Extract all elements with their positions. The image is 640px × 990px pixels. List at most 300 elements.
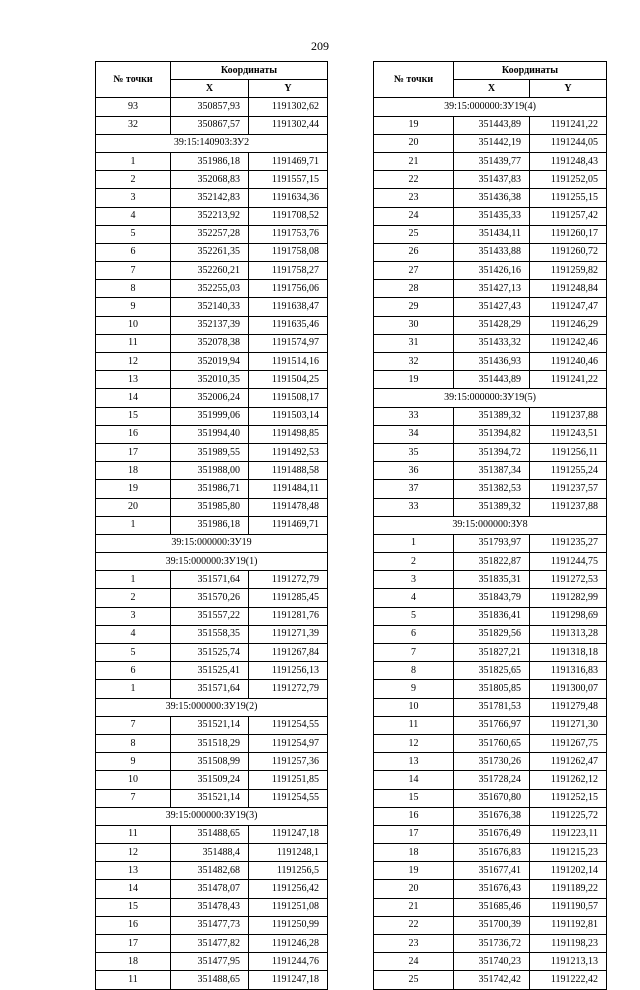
- table-row: [374, 698, 607, 716]
- table-row: [96, 425, 328, 443]
- point-number-cell: 31: [374, 334, 454, 352]
- right-table-body: [374, 98, 607, 989]
- table-row: [96, 898, 328, 916]
- point-number-cell: 24: [374, 207, 454, 225]
- point-number-cell: 26: [374, 243, 454, 261]
- x-coordinate-cell: 351986,71: [171, 480, 249, 498]
- table-row: [374, 280, 607, 298]
- x-coordinate-cell: 351478,43: [171, 898, 249, 916]
- section-title: 39:15:000000:ЗУ19(2): [96, 698, 328, 716]
- y-coordinate-cell: 1191313,28: [530, 625, 607, 643]
- table-row: [374, 971, 607, 989]
- x-coordinate-cell: 351488,4: [171, 844, 249, 862]
- x-coordinate-cell: 351488,65: [171, 971, 249, 989]
- table-row: [96, 280, 328, 298]
- x-coordinate-cell: 351829,56: [454, 625, 530, 643]
- y-coordinate-cell: 1191498,85: [249, 425, 328, 443]
- point-number-cell: 3: [96, 189, 171, 207]
- point-number-cell: 18: [96, 953, 171, 971]
- x-coordinate-cell: 351676,43: [454, 880, 530, 898]
- table-row: [96, 880, 328, 898]
- x-coordinate-cell: 351435,33: [454, 207, 530, 225]
- table-row: [96, 953, 328, 971]
- y-coordinate-cell: 1191248,84: [530, 280, 607, 298]
- y-coordinate-cell: 1191256,42: [249, 880, 328, 898]
- x-coordinate-cell: 351508,99: [171, 753, 249, 771]
- table-row: [96, 462, 328, 480]
- y-coordinate-cell: 1191255,15: [530, 189, 607, 207]
- point-number-cell: 2: [96, 171, 171, 189]
- x-coordinate-cell: 351989,55: [171, 443, 249, 461]
- table-row: [96, 334, 328, 352]
- x-coordinate-cell: 351436,38: [454, 189, 530, 207]
- point-number-cell: 34: [374, 425, 454, 443]
- section-row: [374, 389, 607, 407]
- table-row: [96, 516, 328, 534]
- section-row: [96, 134, 328, 152]
- x-coordinate-cell: 351477,73: [171, 916, 249, 934]
- point-number-cell: 23: [374, 189, 454, 207]
- point-number-cell: 20: [374, 880, 454, 898]
- section-title: 39:15:000000:ЗУ19(4): [374, 98, 607, 116]
- point-number-cell: 12: [96, 844, 171, 862]
- y-coordinate-cell: 1191753,76: [249, 225, 328, 243]
- point-number-cell: 18: [374, 844, 454, 862]
- point-number-cell: 13: [96, 862, 171, 880]
- point-number-cell: 12: [96, 353, 171, 371]
- y-coordinate-cell: 1191252,15: [530, 789, 607, 807]
- table-row: [374, 225, 607, 243]
- y-coordinate-cell: 1191237,88: [530, 498, 607, 516]
- x-coordinate-cell: 351521,14: [171, 789, 249, 807]
- table-row: [374, 425, 607, 443]
- y-coordinate-cell: 1191504,25: [249, 371, 328, 389]
- table-row: [374, 243, 607, 261]
- table-row: [374, 334, 607, 352]
- table-row: [96, 316, 328, 334]
- y-coordinate-cell: 1191244,05: [530, 134, 607, 152]
- point-number-cell: 9: [96, 753, 171, 771]
- x-coordinate-cell: 351433,32: [454, 334, 530, 352]
- point-number-cell: 11: [374, 716, 454, 734]
- y-coordinate-cell: 1191235,27: [530, 534, 607, 552]
- x-coordinate-cell: 351427,43: [454, 298, 530, 316]
- y-coordinate-cell: 1191634,36: [249, 189, 328, 207]
- table-row: [96, 607, 328, 625]
- point-number-cell: 14: [96, 389, 171, 407]
- x-coordinate-cell: 351389,32: [454, 407, 530, 425]
- x-coordinate-cell: 352068,83: [171, 171, 249, 189]
- point-number-cell: 32: [374, 353, 454, 371]
- point-number-cell: 2: [96, 589, 171, 607]
- x-coordinate-cell: 351394,82: [454, 425, 530, 443]
- y-coordinate-cell: 1191260,17: [530, 225, 607, 243]
- point-number-cell: 16: [96, 916, 171, 934]
- point-number-cell: 10: [96, 316, 171, 334]
- x-coordinate-cell: 351994,40: [171, 425, 249, 443]
- table-row: [374, 771, 607, 789]
- point-number-cell: 15: [96, 407, 171, 425]
- x-header: X: [454, 80, 530, 98]
- table-row: [374, 480, 607, 498]
- x-coordinate-cell: 351827,21: [454, 644, 530, 662]
- y-coordinate-cell: 1191302,62: [249, 98, 328, 116]
- point-number-cell: 15: [374, 789, 454, 807]
- y-coordinate-cell: 1191492,53: [249, 443, 328, 461]
- point-number-cell: 22: [374, 171, 454, 189]
- x-coordinate-cell: 351433,88: [454, 243, 530, 261]
- coordinates-table-left: [95, 61, 328, 990]
- table-row: [374, 844, 607, 862]
- point-number-cell: 7: [96, 789, 171, 807]
- x-coordinate-cell: 351443,89: [454, 371, 530, 389]
- table-row: [96, 771, 328, 789]
- table-row: [96, 498, 328, 516]
- point-number-cell: 8: [96, 280, 171, 298]
- table-row: [96, 189, 328, 207]
- y-coordinate-cell: 1191240,46: [530, 353, 607, 371]
- x-coordinate-cell: 352142,83: [171, 189, 249, 207]
- y-coordinate-cell: 1191316,83: [530, 662, 607, 680]
- y-coordinate-cell: 1191254,55: [249, 716, 328, 734]
- x-coordinate-cell: 351509,24: [171, 771, 249, 789]
- y-coordinate-cell: 1191189,22: [530, 880, 607, 898]
- point-number-cell: 17: [96, 443, 171, 461]
- point-number-cell: 32: [96, 116, 171, 134]
- table-row: [374, 753, 607, 771]
- point-number-cell: 35: [374, 443, 454, 461]
- y-coordinate-cell: 1191514,16: [249, 353, 328, 371]
- x-coordinate-cell: 351437,83: [454, 171, 530, 189]
- point-number-cell: 1: [96, 680, 171, 698]
- point-number-cell: 7: [96, 716, 171, 734]
- y-coordinate-cell: 1191247,18: [249, 825, 328, 843]
- point-number-cell: 9: [96, 298, 171, 316]
- y-coordinate-cell: 1191246,29: [530, 316, 607, 334]
- x-coordinate-cell: 351439,77: [454, 152, 530, 170]
- x-coordinate-cell: 351742,42: [454, 971, 530, 989]
- y-coordinate-cell: 1191298,69: [530, 607, 607, 625]
- point-number-cell: 8: [374, 662, 454, 680]
- section-row: [96, 698, 328, 716]
- x-coordinate-cell: 351781,53: [454, 698, 530, 716]
- y-header: Y: [530, 80, 607, 98]
- y-coordinate-cell: 1191257,36: [249, 753, 328, 771]
- point-number-cell: 7: [96, 262, 171, 280]
- section-row: [374, 98, 607, 116]
- point-number-cell: 21: [374, 898, 454, 916]
- table-row: [374, 898, 607, 916]
- x-coordinate-cell: 351685,46: [454, 898, 530, 916]
- y-coordinate-cell: 1191279,48: [530, 698, 607, 716]
- point-number-cell: 27: [374, 262, 454, 280]
- table-row: [374, 298, 607, 316]
- section-title: 39:15:000000:ЗУ19(3): [96, 807, 328, 825]
- y-coordinate-cell: 1191223,11: [530, 825, 607, 843]
- y-coordinate-cell: 1191246,28: [249, 935, 328, 953]
- x-coordinate-cell: 351436,93: [454, 353, 530, 371]
- table-row: [374, 644, 607, 662]
- x-coordinate-cell: 351740,23: [454, 953, 530, 971]
- x-coordinate-cell: 351482,68: [171, 862, 249, 880]
- x-coordinate-cell: 351389,32: [454, 498, 530, 516]
- table-row: [374, 316, 607, 334]
- point-number-cell: 17: [96, 935, 171, 953]
- point-number-cell: 21: [374, 152, 454, 170]
- point-number-cell: 13: [374, 753, 454, 771]
- point-number-cell: 17: [374, 825, 454, 843]
- y-coordinate-cell: 1191638,47: [249, 298, 328, 316]
- x-coordinate-cell: 351985,80: [171, 498, 249, 516]
- x-coordinate-cell: 351988,00: [171, 462, 249, 480]
- table-row: [96, 262, 328, 280]
- x-coordinate-cell: 351571,64: [171, 571, 249, 589]
- table-row: [96, 207, 328, 225]
- y-coordinate-cell: 1191758,27: [249, 262, 328, 280]
- y-coordinate-cell: 1191242,46: [530, 334, 607, 352]
- table-row: [374, 534, 607, 552]
- x-coordinate-cell: 351999,06: [171, 407, 249, 425]
- y-coordinate-cell: 1191267,84: [249, 644, 328, 662]
- x-header: X: [171, 80, 249, 98]
- point-number-cell: 33: [374, 498, 454, 516]
- y-coordinate-cell: 1191469,71: [249, 152, 328, 170]
- table-row: [374, 589, 607, 607]
- table-row: [96, 152, 328, 170]
- point-number-header: № точки: [374, 62, 454, 98]
- point-number-cell: 14: [374, 771, 454, 789]
- y-coordinate-cell: 1191252,05: [530, 171, 607, 189]
- x-coordinate-cell: 351477,95: [171, 953, 249, 971]
- y-coordinate-cell: 1191254,55: [249, 789, 328, 807]
- y-coordinate-cell: 1191213,13: [530, 953, 607, 971]
- y-coordinate-cell: 1191256,13: [249, 662, 328, 680]
- point-number-cell: 20: [374, 134, 454, 152]
- point-number-cell: 14: [96, 880, 171, 898]
- section-row: [96, 553, 328, 571]
- table-row: [374, 152, 607, 170]
- y-coordinate-cell: 1191243,51: [530, 425, 607, 443]
- x-coordinate-cell: 351728,24: [454, 771, 530, 789]
- y-coordinate-cell: 1191244,76: [249, 953, 328, 971]
- y-coordinate-cell: 1191255,24: [530, 462, 607, 480]
- y-coordinate-cell: 1191257,42: [530, 207, 607, 225]
- y-coordinate-cell: 1191488,58: [249, 462, 328, 480]
- y-coordinate-cell: 1191250,99: [249, 916, 328, 934]
- point-number-cell: 8: [96, 734, 171, 752]
- table-row: [96, 98, 328, 116]
- section-row: [96, 807, 328, 825]
- y-coordinate-cell: 1191557,15: [249, 171, 328, 189]
- y-coordinate-cell: 1191259,82: [530, 262, 607, 280]
- x-coordinate-cell: 351488,65: [171, 825, 249, 843]
- coordinates-header: Координаты: [454, 62, 607, 80]
- x-coordinate-cell: 351427,13: [454, 280, 530, 298]
- point-number-cell: 33: [374, 407, 454, 425]
- x-coordinate-cell: 351382,53: [454, 480, 530, 498]
- y-coordinate-cell: 1191190,57: [530, 898, 607, 916]
- table-row: [374, 916, 607, 934]
- y-coordinate-cell: 1191271,39: [249, 625, 328, 643]
- table-row: [96, 480, 328, 498]
- point-number-cell: 4: [374, 589, 454, 607]
- table-row: [374, 625, 607, 643]
- table-row: [96, 298, 328, 316]
- y-coordinate-cell: 1191267,75: [530, 734, 607, 752]
- x-coordinate-cell: 351670,80: [454, 789, 530, 807]
- point-number-cell: 20: [96, 498, 171, 516]
- y-coordinate-cell: 1191215,23: [530, 844, 607, 862]
- table-row: [96, 753, 328, 771]
- point-number-cell: 5: [374, 607, 454, 625]
- y-coordinate-cell: 1191256,11: [530, 443, 607, 461]
- section-title: 39:15:000000:ЗУ19(5): [374, 389, 607, 407]
- y-coordinate-cell: 1191256,5: [249, 862, 328, 880]
- point-number-cell: 11: [96, 825, 171, 843]
- point-number-cell: 2: [374, 553, 454, 571]
- x-coordinate-cell: 351822,87: [454, 553, 530, 571]
- y-coordinate-cell: 1191302,44: [249, 116, 328, 134]
- table-row: [374, 880, 607, 898]
- point-number-cell: 5: [96, 225, 171, 243]
- y-coordinate-cell: 1191241,22: [530, 116, 607, 134]
- x-coordinate-cell: 351558,35: [171, 625, 249, 643]
- point-number-cell: 15: [96, 898, 171, 916]
- table-row: [96, 916, 328, 934]
- table-row: [96, 625, 328, 643]
- y-coordinate-cell: 1191282,99: [530, 589, 607, 607]
- point-number-cell: 24: [374, 953, 454, 971]
- table-row: [374, 462, 607, 480]
- y-coordinate-cell: 1191237,88: [530, 407, 607, 425]
- table-row: [374, 571, 607, 589]
- table-row: [96, 589, 328, 607]
- y-coordinate-cell: 1191635,46: [249, 316, 328, 334]
- x-coordinate-cell: 351570,26: [171, 589, 249, 607]
- x-coordinate-cell: 351428,29: [454, 316, 530, 334]
- table-row: [374, 116, 607, 134]
- x-coordinate-cell: 351426,16: [454, 262, 530, 280]
- x-coordinate-cell: 351571,64: [171, 680, 249, 698]
- point-number-cell: 3: [96, 607, 171, 625]
- x-coordinate-cell: 352137,39: [171, 316, 249, 334]
- point-number-cell: 5: [96, 644, 171, 662]
- y-coordinate-cell: 1191247,47: [530, 298, 607, 316]
- point-number-cell: 30: [374, 316, 454, 334]
- x-coordinate-cell: 351478,07: [171, 880, 249, 898]
- y-coordinate-cell: 1191478,48: [249, 498, 328, 516]
- point-number-cell: 29: [374, 298, 454, 316]
- x-coordinate-cell: 352255,03: [171, 280, 249, 298]
- point-number-cell: 16: [374, 807, 454, 825]
- x-coordinate-cell: 351700,39: [454, 916, 530, 934]
- y-coordinate-cell: 1191248,43: [530, 152, 607, 170]
- table-row: [96, 353, 328, 371]
- y-header: Y: [249, 80, 328, 98]
- coordinates-table-right: [373, 61, 607, 990]
- x-coordinate-cell: 351836,41: [454, 607, 530, 625]
- table-row: [96, 862, 328, 880]
- y-coordinate-cell: 1191469,71: [249, 516, 328, 534]
- table-row: [96, 116, 328, 134]
- y-coordinate-cell: 1191251,08: [249, 898, 328, 916]
- y-coordinate-cell: 1191281,76: [249, 607, 328, 625]
- x-coordinate-cell: 351825,65: [454, 662, 530, 680]
- x-coordinate-cell: 351387,34: [454, 462, 530, 480]
- y-coordinate-cell: 1191192,81: [530, 916, 607, 934]
- y-coordinate-cell: 1191574,97: [249, 334, 328, 352]
- table-row: [96, 644, 328, 662]
- x-coordinate-cell: 352261,35: [171, 243, 249, 261]
- table-row: [96, 680, 328, 698]
- x-coordinate-cell: 351677,41: [454, 862, 530, 880]
- x-coordinate-cell: 351442,19: [454, 134, 530, 152]
- table-row: [374, 171, 607, 189]
- point-number-cell: 1: [374, 534, 454, 552]
- table-row: [96, 971, 328, 989]
- table-row: [96, 935, 328, 953]
- table-row: [374, 371, 607, 389]
- table-row: [374, 789, 607, 807]
- table-row: [374, 807, 607, 825]
- y-coordinate-cell: 1191198,23: [530, 935, 607, 953]
- table-row: [374, 825, 607, 843]
- point-number-cell: 4: [96, 625, 171, 643]
- point-number-cell: 25: [374, 971, 454, 989]
- x-coordinate-cell: 351676,49: [454, 825, 530, 843]
- y-coordinate-cell: 1191271,30: [530, 716, 607, 734]
- y-coordinate-cell: 1191503,14: [249, 407, 328, 425]
- x-coordinate-cell: 351766,97: [454, 716, 530, 734]
- x-coordinate-cell: 352213,92: [171, 207, 249, 225]
- x-coordinate-cell: 352140,33: [171, 298, 249, 316]
- point-number-cell: 3: [374, 571, 454, 589]
- point-number-cell: 19: [374, 116, 454, 134]
- x-coordinate-cell: 351760,65: [454, 734, 530, 752]
- table-row: [96, 443, 328, 461]
- y-coordinate-cell: 1191260,72: [530, 243, 607, 261]
- point-number-cell: 22: [374, 916, 454, 934]
- point-number-cell: 9: [374, 680, 454, 698]
- x-coordinate-cell: 351443,89: [454, 116, 530, 134]
- x-coordinate-cell: 351736,72: [454, 935, 530, 953]
- y-coordinate-cell: 1191222,42: [530, 971, 607, 989]
- y-coordinate-cell: 1191262,12: [530, 771, 607, 789]
- table-row: [374, 262, 607, 280]
- table-row: [374, 553, 607, 571]
- point-number-cell: 11: [96, 971, 171, 989]
- section-row: [96, 534, 328, 552]
- y-coordinate-cell: 1191241,22: [530, 371, 607, 389]
- table-row: [96, 734, 328, 752]
- table-row: [96, 825, 328, 843]
- point-number-cell: 25: [374, 225, 454, 243]
- point-number-cell: 28: [374, 280, 454, 298]
- x-coordinate-cell: 351521,14: [171, 716, 249, 734]
- y-coordinate-cell: 1191202,14: [530, 862, 607, 880]
- point-number-cell: 6: [96, 243, 171, 261]
- point-number-cell: 10: [96, 771, 171, 789]
- section-title: 39:15:000000:ЗУ19(1): [96, 553, 328, 571]
- x-coordinate-cell: 352010,35: [171, 371, 249, 389]
- point-number-cell: 11: [96, 334, 171, 352]
- table-row: [374, 953, 607, 971]
- point-number-cell: 16: [96, 425, 171, 443]
- y-coordinate-cell: 1191758,08: [249, 243, 328, 261]
- y-coordinate-cell: 1191484,11: [249, 480, 328, 498]
- point-number-cell: 19: [96, 480, 171, 498]
- x-coordinate-cell: 350857,93: [171, 98, 249, 116]
